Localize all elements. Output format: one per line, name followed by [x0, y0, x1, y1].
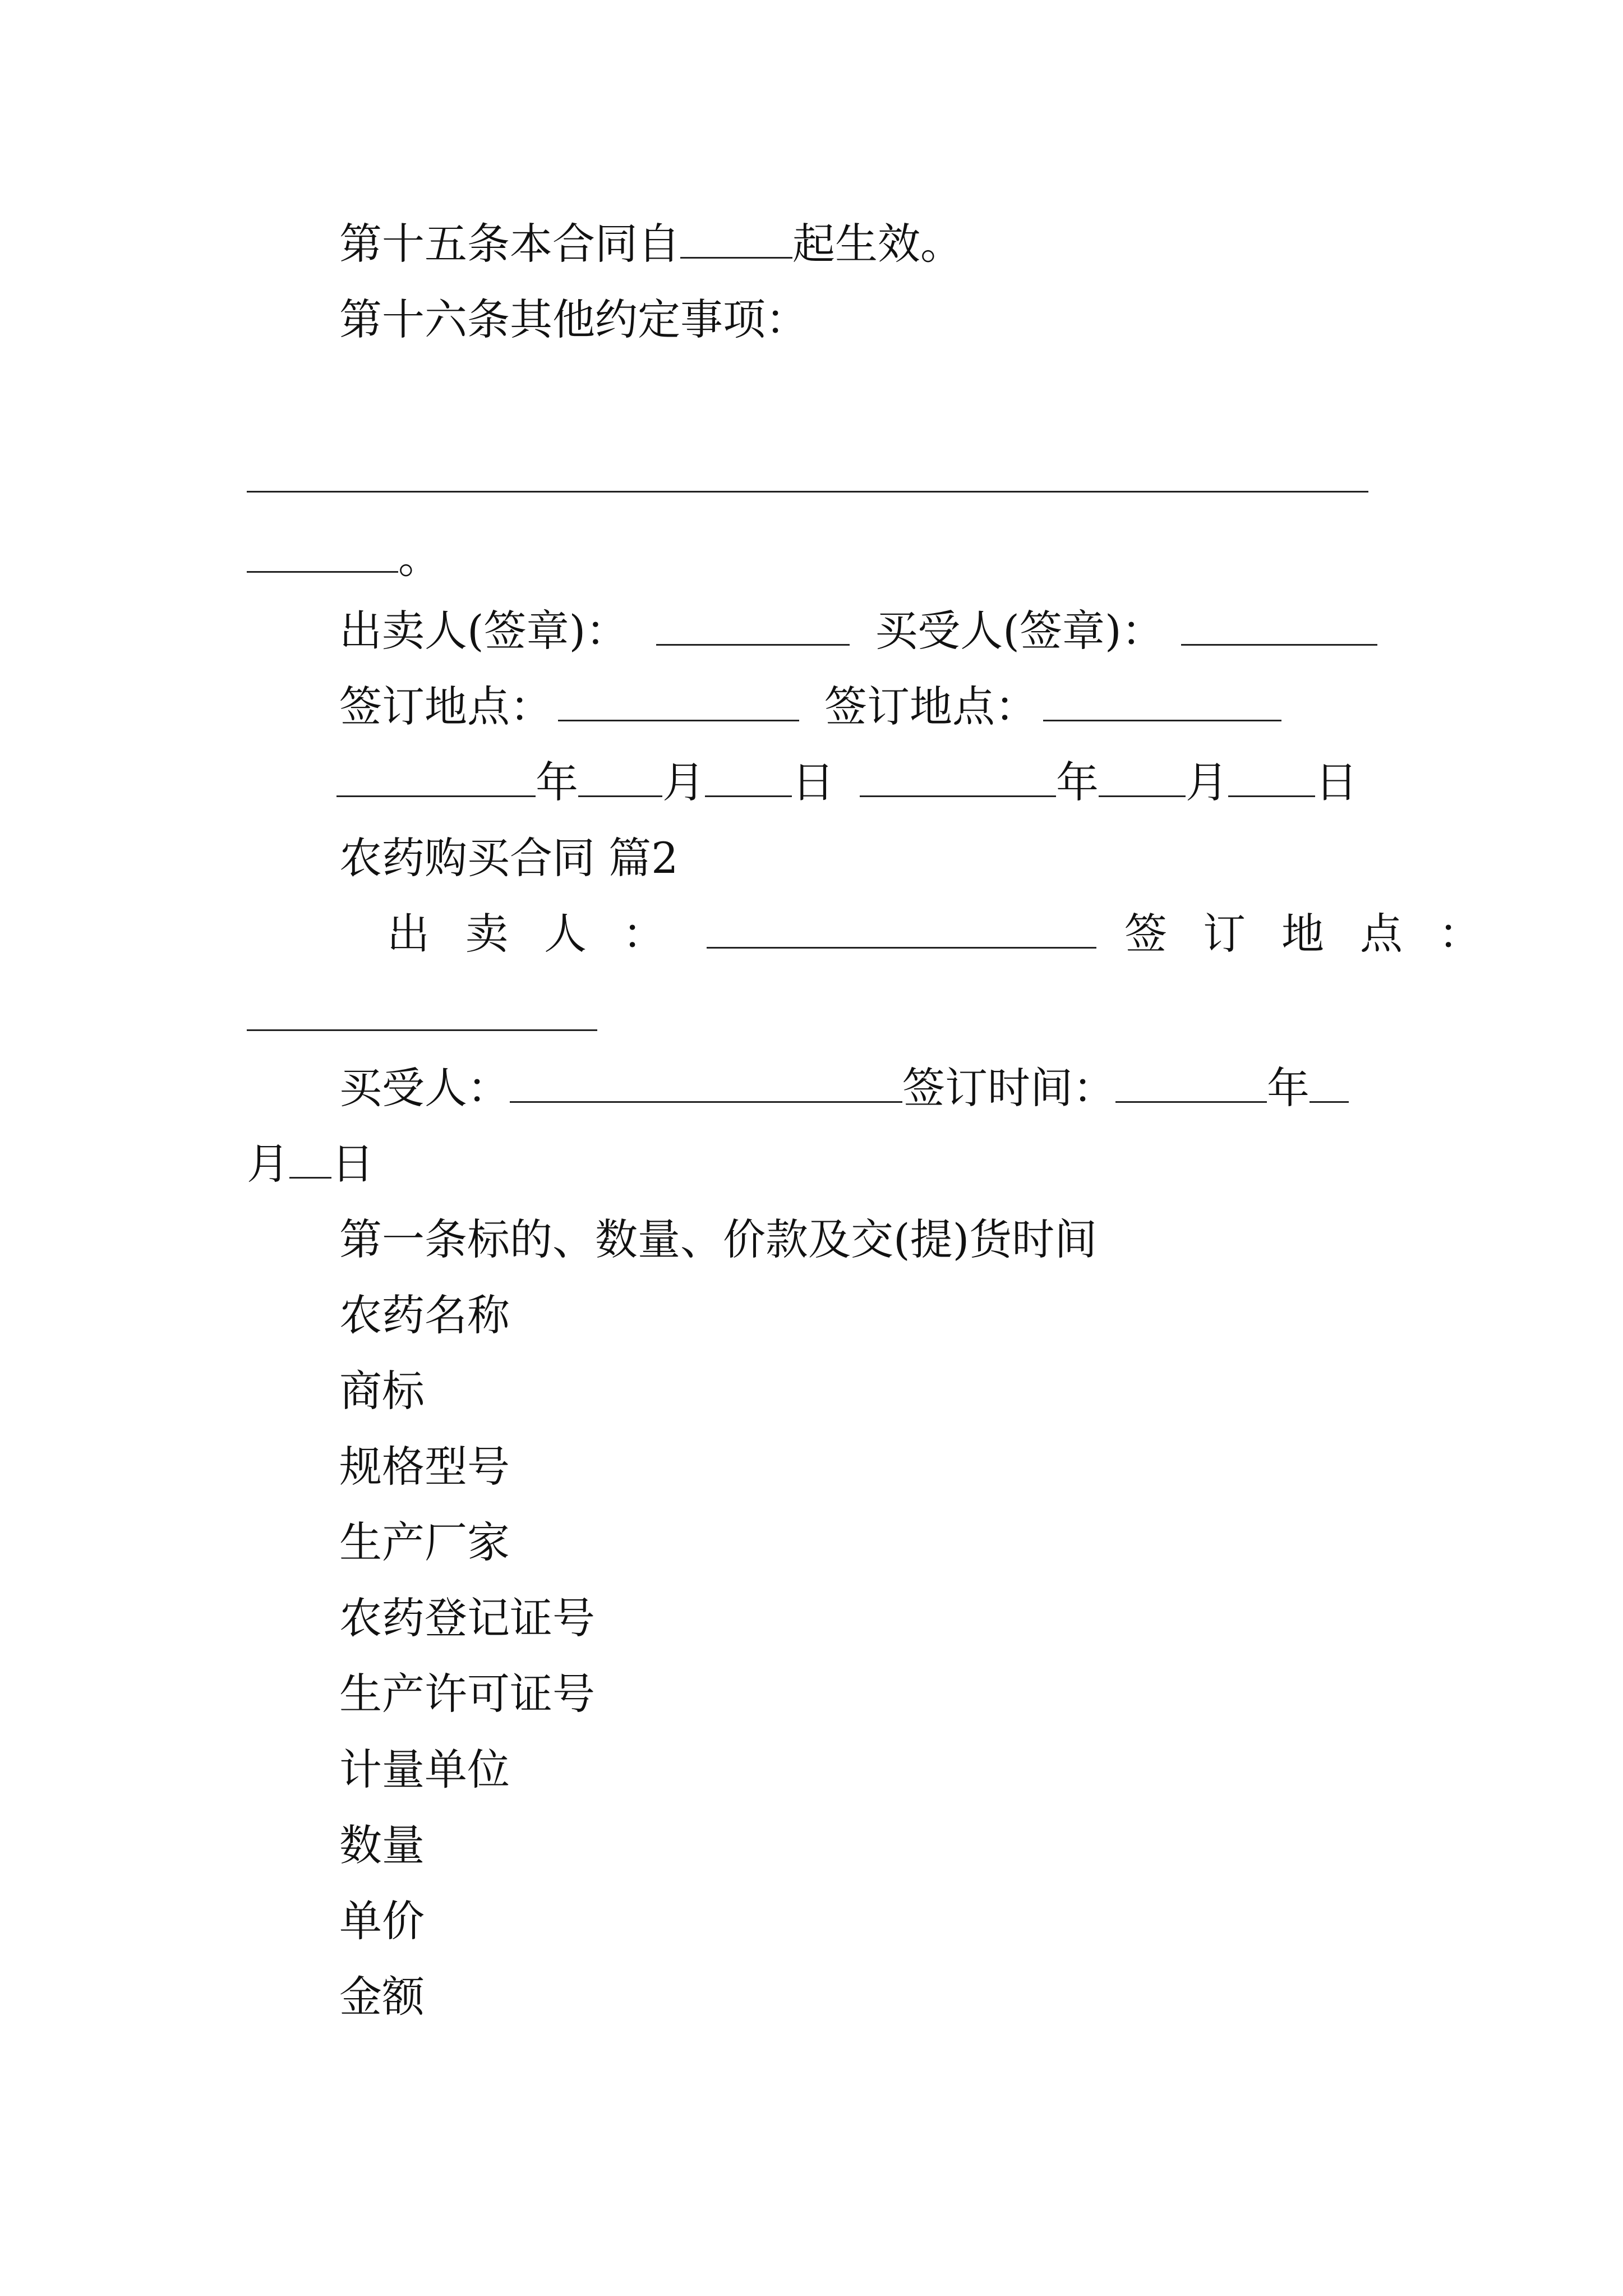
effective-date-blank[interactable]	[680, 222, 792, 259]
list-item: 农药名称	[339, 1290, 510, 1340]
list-item: 生产厂家	[339, 1517, 510, 1567]
buyer-month-blank[interactable]	[1099, 761, 1186, 797]
other-terms-end: 。	[247, 530, 441, 586]
clause-15: 第十五条本合同自 起生效。	[339, 219, 963, 269]
list-item: 农药登记证号	[339, 1593, 595, 1643]
seller-year-blank[interactable]	[336, 761, 536, 797]
seller-place-blank[interactable]	[558, 685, 799, 721]
other-terms-blank-line[interactable]	[247, 491, 1368, 493]
list-item: 金额	[339, 1972, 425, 2022]
contract-2-buyer-row: 买受人： 签订时间： 年	[339, 1060, 1349, 1116]
list-item: 数量	[339, 1820, 425, 1870]
list-item: 计量单位	[339, 1745, 510, 1795]
buyer-year-blank[interactable]	[860, 761, 1056, 797]
contract-2-heading: 农药购买合同 篇2	[339, 833, 679, 883]
contract-2-place-blank[interactable]	[247, 1029, 597, 1031]
contract-2-date-tail: 月 日	[247, 1139, 374, 1189]
buyer-signature-blank[interactable]	[1181, 609, 1377, 646]
article-1: 第一条标的、数量、价款及交(提)货时间	[339, 1214, 1098, 1264]
contract-2-day-blank[interactable]	[289, 1142, 331, 1179]
seller-day-blank[interactable]	[705, 761, 792, 797]
list-item: 规格型号	[339, 1442, 510, 1492]
buyer-day-blank[interactable]	[1228, 761, 1315, 797]
list-item: 单价	[339, 1896, 425, 1946]
signature-row: 出卖人(签章)： 买受人(签章)：	[339, 603, 1377, 659]
seller-signature-blank[interactable]	[656, 609, 850, 646]
contract-2-month-blank[interactable]	[1310, 1066, 1349, 1103]
seller-month-blank[interactable]	[578, 761, 662, 797]
contract-2-seller-blank[interactable]	[707, 912, 1096, 949]
clause-16: 第十六条其他约定事项：	[339, 295, 808, 344]
list-item: 生产许可证号	[339, 1669, 595, 1719]
other-terms-blank-short[interactable]	[247, 536, 398, 573]
buyer-place-blank[interactable]	[1043, 685, 1281, 721]
list-item: 商标	[339, 1366, 425, 1416]
contract-2-buyer-blank[interactable]	[510, 1066, 902, 1103]
contract-2-year-blank[interactable]	[1115, 1066, 1267, 1103]
sign-date-row: 年 月 日 年 月 日	[336, 754, 1358, 811]
sign-place-row: 签订地点： 签订地点：	[339, 679, 1281, 735]
contract-2-seller-row: 出卖人： 签订地点：	[387, 909, 1517, 959]
